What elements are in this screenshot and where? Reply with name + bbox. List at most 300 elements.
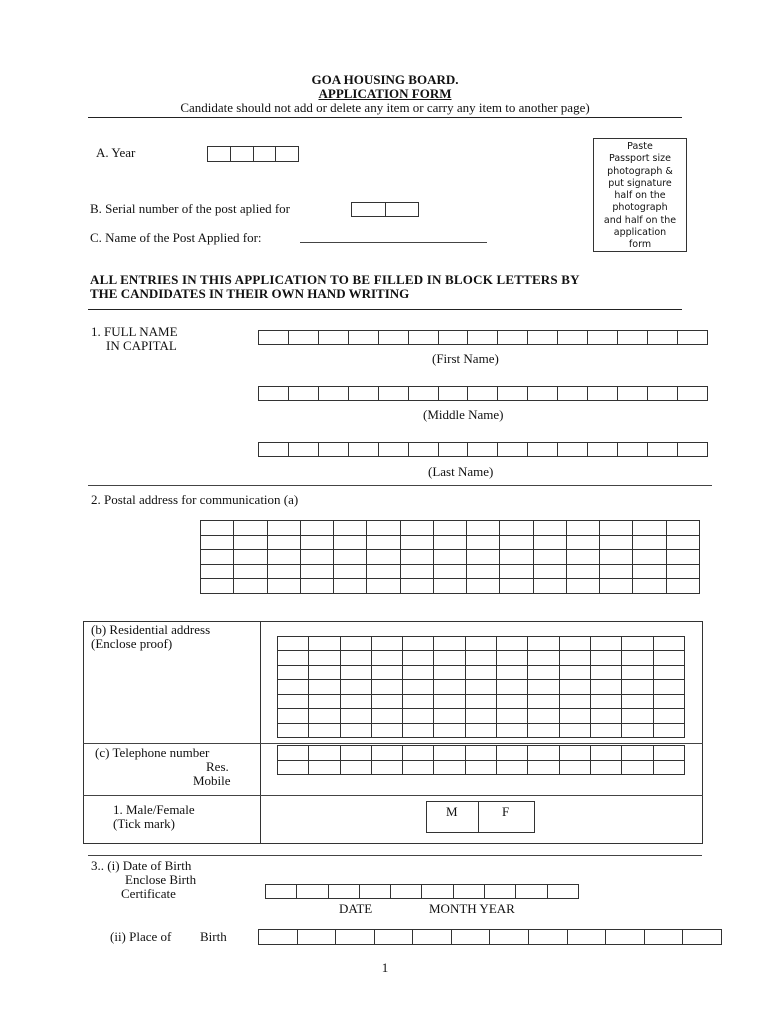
entry-box[interactable] — [278, 665, 309, 679]
entry-box[interactable] — [340, 746, 371, 761]
entry-box[interactable] — [497, 651, 528, 665]
entry-box[interactable] — [309, 746, 340, 761]
entry-box[interactable] — [434, 723, 465, 737]
entry-box[interactable] — [533, 579, 566, 594]
residential-address-grid[interactable] — [277, 636, 685, 738]
entry-box[interactable] — [468, 387, 498, 401]
entry-box[interactable] — [408, 331, 438, 345]
entry-box[interactable] — [408, 443, 438, 457]
entry-box[interactable] — [348, 387, 378, 401]
entry-box[interactable] — [288, 331, 318, 345]
entry-box[interactable] — [371, 651, 402, 665]
entry-box[interactable] — [600, 564, 633, 579]
entry-box[interactable] — [633, 550, 666, 565]
entry-box[interactable] — [500, 550, 533, 565]
telephone-grid[interactable] — [277, 745, 685, 775]
entry-box[interactable] — [465, 694, 496, 708]
entry-box[interactable] — [497, 680, 528, 694]
entry-box[interactable] — [334, 535, 367, 550]
entry-box[interactable] — [588, 331, 618, 345]
entry-box[interactable] — [267, 550, 300, 565]
entry-box[interactable] — [566, 550, 599, 565]
entry-box[interactable] — [259, 443, 289, 457]
entry-box[interactable] — [391, 885, 422, 899]
entry-box[interactable] — [367, 521, 400, 536]
entry-box[interactable] — [528, 680, 559, 694]
entry-box[interactable] — [434, 680, 465, 694]
entry-box[interactable] — [490, 930, 529, 945]
last-name-boxes[interactable] — [258, 442, 708, 457]
entry-box[interactable] — [558, 443, 588, 457]
entry-box[interactable] — [653, 709, 684, 723]
entry-box[interactable] — [403, 709, 434, 723]
entry-box[interactable] — [352, 203, 386, 217]
entry-box[interactable] — [336, 930, 375, 945]
middle-name-boxes[interactable] — [258, 386, 708, 401]
entry-box[interactable] — [559, 709, 590, 723]
entry-box[interactable] — [559, 694, 590, 708]
first-name-boxes[interactable] — [258, 330, 708, 345]
entry-box[interactable] — [497, 723, 528, 737]
entry-box[interactable] — [278, 651, 309, 665]
entry-box[interactable] — [468, 443, 498, 457]
entry-box[interactable] — [653, 637, 684, 651]
entry-box[interactable] — [309, 680, 340, 694]
entry-box[interactable] — [309, 723, 340, 737]
entry-box[interactable] — [500, 535, 533, 550]
entry-box[interactable] — [278, 723, 309, 737]
entry-box[interactable] — [438, 443, 468, 457]
entry-box[interactable] — [677, 387, 707, 401]
entry-box[interactable] — [367, 579, 400, 594]
entry-box[interactable] — [622, 723, 653, 737]
entry-box[interactable] — [559, 637, 590, 651]
entry-box[interactable] — [500, 579, 533, 594]
entry-box[interactable] — [403, 760, 434, 775]
entry-box[interactable] — [622, 680, 653, 694]
entry-box[interactable] — [497, 694, 528, 708]
entry-box[interactable] — [451, 930, 490, 945]
last-name-caption: (Last Name) — [428, 464, 494, 479]
entry-box[interactable] — [683, 930, 722, 945]
post-label: C. Name of the Post Applied for: — [90, 230, 262, 245]
entry-box[interactable] — [633, 579, 666, 594]
entry-box[interactable] — [633, 564, 666, 579]
residential-label: (b) Residential address — [91, 622, 211, 637]
entry-box[interactable] — [498, 387, 528, 401]
entry-box[interactable] — [403, 746, 434, 761]
entry-box[interactable] — [567, 930, 606, 945]
photo-box-line: half on the — [614, 190, 666, 202]
entry-box[interactable] — [371, 637, 402, 651]
entry-box[interactable] — [201, 579, 234, 594]
entry-box[interactable] — [367, 535, 400, 550]
entry-box[interactable] — [309, 760, 340, 775]
entry-box[interactable] — [201, 550, 234, 565]
entry-box[interactable] — [666, 521, 699, 536]
entry-box[interactable] — [467, 535, 500, 550]
entry-box[interactable] — [559, 723, 590, 737]
photo-box-line: photograph — [612, 202, 668, 214]
female-tick-box[interactable] — [478, 801, 535, 833]
entry-box[interactable] — [485, 885, 516, 899]
entry-box[interactable] — [371, 760, 402, 775]
entry-box[interactable] — [400, 564, 433, 579]
grid-row — [278, 680, 685, 694]
entry-box[interactable] — [647, 331, 677, 345]
entry-box[interactable] — [590, 746, 621, 761]
entry-box[interactable] — [677, 443, 707, 457]
entry-box[interactable] — [367, 550, 400, 565]
entry-box[interactable] — [434, 709, 465, 723]
entry-box[interactable] — [653, 694, 684, 708]
entry-box[interactable] — [300, 579, 333, 594]
entry-box[interactable] — [433, 579, 466, 594]
grid-row — [278, 760, 685, 775]
entry-box[interactable] — [600, 535, 633, 550]
entry-box[interactable] — [300, 521, 333, 536]
entry-box[interactable] — [653, 651, 684, 665]
entry-box[interactable] — [253, 147, 276, 162]
entry-box[interactable] — [590, 723, 621, 737]
first-name-caption: (First Name) — [432, 351, 499, 366]
entry-box[interactable] — [309, 637, 340, 651]
entry-box[interactable] — [622, 694, 653, 708]
entry-box[interactable] — [371, 746, 402, 761]
entry-box[interactable] — [234, 564, 267, 579]
entry-box[interactable] — [408, 387, 438, 401]
entry-box[interactable] — [465, 746, 496, 761]
entry-box[interactable] — [300, 535, 333, 550]
entry-box[interactable] — [201, 564, 234, 579]
entry-box[interactable] — [434, 760, 465, 775]
entry-box[interactable] — [359, 885, 390, 899]
entry-box[interactable] — [340, 709, 371, 723]
entry-box[interactable] — [334, 564, 367, 579]
entry-box[interactable] — [297, 930, 336, 945]
entry-box[interactable] — [528, 694, 559, 708]
entry-box[interactable] — [434, 637, 465, 651]
entry-box[interactable] — [622, 760, 653, 775]
entry-box[interactable] — [278, 694, 309, 708]
entry-box[interactable] — [433, 550, 466, 565]
entry-box[interactable] — [590, 665, 621, 679]
entry-box[interactable] — [600, 550, 633, 565]
entry-box[interactable] — [529, 930, 568, 945]
entry-box[interactable] — [309, 709, 340, 723]
photo-box-line: form — [628, 239, 652, 251]
entry-box[interactable] — [371, 723, 402, 737]
entry-box[interactable] — [528, 723, 559, 737]
entry-box[interactable] — [371, 665, 402, 679]
entry-box[interactable] — [498, 331, 528, 345]
entry-box[interactable] — [403, 665, 434, 679]
entry-box[interactable] — [666, 564, 699, 579]
entry-box[interactable] — [334, 550, 367, 565]
grid-row — [259, 331, 708, 345]
entry-box[interactable] — [467, 579, 500, 594]
entry-box[interactable] — [497, 746, 528, 761]
entry-box[interactable] — [647, 387, 677, 401]
entry-box[interactable] — [318, 387, 348, 401]
entry-box[interactable] — [259, 331, 289, 345]
entry-box[interactable] — [334, 521, 367, 536]
entry-box[interactable] — [497, 760, 528, 775]
entry-box[interactable] — [666, 579, 699, 594]
entry-box[interactable] — [600, 521, 633, 536]
entry-box[interactable] — [622, 637, 653, 651]
male-tick-box[interactable] — [426, 801, 479, 833]
entry-box[interactable] — [547, 885, 578, 899]
entry-box[interactable] — [533, 535, 566, 550]
entry-box[interactable] — [434, 665, 465, 679]
entry-box[interactable] — [528, 760, 559, 775]
dob-boxes[interactable] — [265, 884, 579, 899]
entry-box[interactable] — [334, 579, 367, 594]
entry-box[interactable] — [201, 521, 234, 536]
entry-box[interactable] — [558, 331, 588, 345]
entry-box[interactable] — [590, 680, 621, 694]
entry-box[interactable] — [371, 680, 402, 694]
entry-box[interactable] — [653, 760, 684, 775]
entry-box[interactable] — [433, 535, 466, 550]
entry-box[interactable] — [666, 535, 699, 550]
entry-box[interactable] — [309, 665, 340, 679]
entry-box[interactable] — [422, 885, 453, 899]
entry-box[interactable] — [367, 564, 400, 579]
entry-box[interactable] — [558, 387, 588, 401]
entry-box[interactable] — [497, 637, 528, 651]
entry-box[interactable] — [622, 651, 653, 665]
entry-box[interactable] — [633, 535, 666, 550]
entry-box[interactable] — [403, 723, 434, 737]
entry-box[interactable] — [259, 387, 289, 401]
entry-box[interactable] — [413, 930, 452, 945]
entry-box[interactable] — [465, 760, 496, 775]
entry-box[interactable] — [267, 535, 300, 550]
entry-box[interactable] — [467, 521, 500, 536]
entry-box[interactable] — [267, 564, 300, 579]
entry-box[interactable] — [278, 760, 309, 775]
entry-box[interactable] — [403, 680, 434, 694]
entry-box[interactable] — [266, 885, 297, 899]
entry-box[interactable] — [653, 680, 684, 694]
entry-box[interactable] — [371, 709, 402, 723]
post-input-line[interactable] — [300, 242, 487, 243]
address-block-rule-2 — [83, 795, 703, 796]
entry-box[interactable] — [400, 521, 433, 536]
entry-box[interactable] — [533, 521, 566, 536]
entry-box[interactable] — [453, 885, 484, 899]
serial-boxes[interactable] — [351, 202, 419, 217]
postal-address-grid[interactable] — [200, 520, 700, 594]
entry-box[interactable] — [374, 930, 413, 945]
entry-box[interactable] — [465, 723, 496, 737]
entry-box[interactable] — [328, 885, 359, 899]
entry-box[interactable] — [348, 331, 378, 345]
entry-box[interactable] — [288, 443, 318, 457]
entry-box[interactable] — [566, 521, 599, 536]
entry-box[interactable] — [559, 651, 590, 665]
entry-box[interactable] — [566, 564, 599, 579]
entry-box[interactable] — [498, 443, 528, 457]
entry-box[interactable] — [590, 760, 621, 775]
grid-row — [278, 694, 685, 708]
year-boxes[interactable] — [207, 146, 299, 162]
entry-box[interactable] — [516, 885, 547, 899]
entry-box[interactable] — [403, 694, 434, 708]
entry-box[interactable] — [434, 746, 465, 761]
entry-box[interactable] — [590, 694, 621, 708]
entry-box[interactable] — [433, 564, 466, 579]
entry-box[interactable] — [467, 550, 500, 565]
entry-box[interactable] — [666, 550, 699, 565]
entry-box[interactable] — [559, 665, 590, 679]
entry-box[interactable] — [267, 579, 300, 594]
entry-box[interactable] — [278, 637, 309, 651]
entry-box[interactable] — [465, 709, 496, 723]
entry-box[interactable] — [340, 651, 371, 665]
entry-box[interactable] — [528, 443, 558, 457]
entry-box[interactable] — [566, 535, 599, 550]
entry-box[interactable] — [230, 147, 253, 162]
entry-box[interactable] — [234, 521, 267, 536]
entry-box[interactable] — [588, 443, 618, 457]
entry-box[interactable] — [278, 709, 309, 723]
entry-box[interactable] — [497, 665, 528, 679]
entry-box[interactable] — [528, 387, 558, 401]
entry-box[interactable] — [465, 651, 496, 665]
entry-box[interactable] — [438, 387, 468, 401]
entry-box[interactable] — [590, 709, 621, 723]
entry-box[interactable] — [566, 579, 599, 594]
entry-box[interactable] — [434, 694, 465, 708]
entry-box[interactable] — [403, 637, 434, 651]
entry-box[interactable] — [340, 665, 371, 679]
entry-box[interactable] — [434, 651, 465, 665]
entry-box[interactable] — [348, 443, 378, 457]
entry-box[interactable] — [559, 760, 590, 775]
entry-box[interactable] — [533, 550, 566, 565]
entry-box[interactable] — [465, 665, 496, 679]
entry-box[interactable] — [378, 443, 408, 457]
entry-box[interactable] — [622, 709, 653, 723]
entry-box[interactable] — [278, 746, 309, 761]
entry-box[interactable] — [618, 331, 648, 345]
entry-box[interactable] — [234, 550, 267, 565]
entry-box[interactable] — [340, 723, 371, 737]
entry-box[interactable] — [378, 387, 408, 401]
entry-box[interactable] — [633, 521, 666, 536]
entry-box[interactable] — [288, 387, 318, 401]
entry-box[interactable] — [400, 535, 433, 550]
entry-box[interactable] — [559, 746, 590, 761]
entry-box[interactable] — [588, 387, 618, 401]
entry-box[interactable] — [528, 709, 559, 723]
entry-box[interactable] — [647, 443, 677, 457]
entry-box[interactable] — [385, 203, 419, 217]
entry-box[interactable] — [500, 521, 533, 536]
entry-box[interactable] — [309, 651, 340, 665]
entry-box[interactable] — [468, 331, 498, 345]
entry-box[interactable] — [618, 387, 648, 401]
entry-box[interactable] — [340, 760, 371, 775]
entry-box[interactable] — [400, 550, 433, 565]
entry-box[interactable] — [300, 550, 333, 565]
entry-box[interactable] — [559, 680, 590, 694]
dob-date-caption: DATE — [339, 901, 373, 916]
entry-box[interactable] — [606, 930, 645, 945]
entry-box[interactable] — [378, 331, 408, 345]
grid-row — [266, 885, 579, 899]
entry-box[interactable] — [400, 579, 433, 594]
header-rule — [88, 117, 682, 118]
entry-box[interactable] — [234, 579, 267, 594]
entry-box[interactable] — [438, 331, 468, 345]
serial-label: B. Serial number of the post aplied for — [90, 201, 291, 216]
entry-box[interactable] — [318, 331, 348, 345]
entry-box[interactable] — [528, 746, 559, 761]
grid-row — [201, 535, 700, 550]
entry-box[interactable] — [590, 637, 621, 651]
entry-box[interactable] — [653, 665, 684, 679]
place-of-birth-boxes[interactable] — [258, 929, 722, 945]
entry-box[interactable] — [590, 651, 621, 665]
entry-box[interactable] — [259, 930, 298, 945]
entry-box[interactable] — [533, 564, 566, 579]
entry-box[interactable] — [340, 680, 371, 694]
entry-box[interactable] — [528, 637, 559, 651]
entry-box[interactable] — [309, 694, 340, 708]
entry-box[interactable] — [297, 885, 328, 899]
entry-box[interactable] — [465, 680, 496, 694]
entry-box[interactable] — [622, 746, 653, 761]
entry-box[interactable] — [528, 665, 559, 679]
entry-box[interactable] — [403, 651, 434, 665]
entry-box[interactable] — [618, 443, 648, 457]
entry-box[interactable] — [677, 331, 707, 345]
entry-box[interactable] — [528, 331, 558, 345]
entry-box[interactable] — [300, 564, 333, 579]
entry-box[interactable] — [467, 564, 500, 579]
entry-box[interactable] — [433, 521, 466, 536]
entry-box[interactable] — [340, 637, 371, 651]
entry-box[interactable] — [622, 665, 653, 679]
photo-box[interactable] — [593, 138, 687, 252]
entry-box[interactable] — [340, 694, 371, 708]
entry-box[interactable] — [278, 680, 309, 694]
entry-box[interactable] — [528, 651, 559, 665]
entry-box[interactable] — [318, 443, 348, 457]
entry-box[interactable] — [497, 709, 528, 723]
entry-box[interactable] — [201, 535, 234, 550]
entry-box[interactable] — [208, 147, 231, 162]
dob-month-year-caption: MONTH YEAR — [429, 901, 515, 916]
entry-box[interactable] — [653, 746, 684, 761]
entry-box[interactable] — [500, 564, 533, 579]
photo-box-line: Passport size — [609, 153, 671, 165]
entry-box[interactable] — [465, 637, 496, 651]
grid-row — [201, 550, 700, 565]
entry-box[interactable] — [644, 930, 683, 945]
entry-box[interactable] — [276, 147, 299, 162]
entry-box[interactable] — [234, 535, 267, 550]
entry-box[interactable] — [371, 694, 402, 708]
entry-box[interactable] — [653, 723, 684, 737]
entry-box[interactable] — [600, 579, 633, 594]
entry-box[interactable] — [267, 521, 300, 536]
notice-rule — [88, 309, 682, 310]
